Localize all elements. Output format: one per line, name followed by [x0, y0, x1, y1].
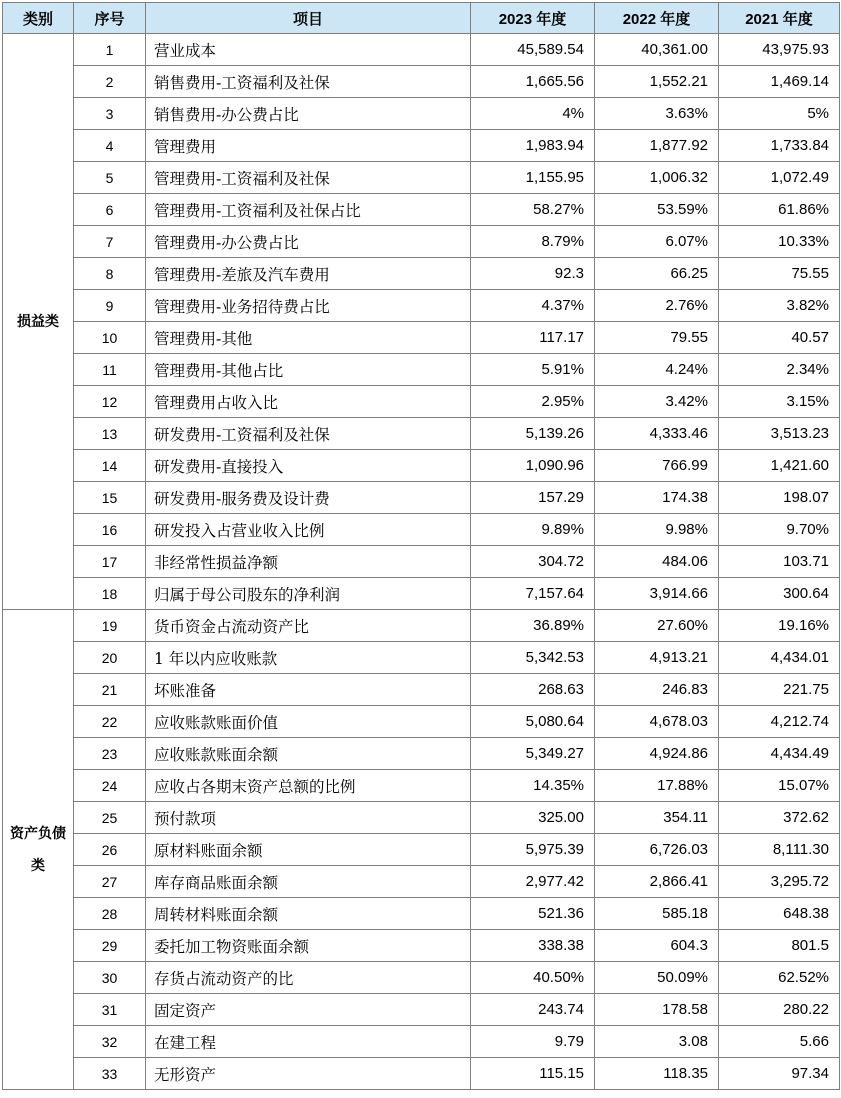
item-cell: 预付款项	[146, 802, 471, 834]
table-row	[3, 994, 840, 1026]
seq-cell: 13	[74, 418, 146, 450]
value-2023-cell: 243.74	[471, 994, 595, 1026]
seq-cell: 8	[74, 258, 146, 290]
seq-cell: 18	[74, 578, 146, 610]
value-2023-cell: 268.63	[471, 674, 595, 706]
table-row	[3, 290, 840, 322]
item-cell: 委托加工物资账面余额	[146, 930, 471, 962]
seq-cell: 28	[74, 898, 146, 930]
table-row	[3, 450, 840, 482]
value-2021-cell: 1,072.49	[719, 162, 840, 194]
item-cell: 在建工程	[146, 1026, 471, 1058]
item-cell: 应收账款账面余额	[146, 738, 471, 770]
table-row	[3, 962, 840, 994]
value-2023-cell: 1,090.96	[471, 450, 595, 482]
value-2021-cell: 2.34%	[719, 354, 840, 386]
item-cell: 归属于母公司股东的净利润	[146, 578, 471, 610]
value-2022-cell: 118.35	[595, 1058, 719, 1090]
value-2022-cell: 2,866.41	[595, 866, 719, 898]
table-row	[3, 130, 840, 162]
table-row	[3, 898, 840, 930]
seq-cell: 10	[74, 322, 146, 354]
value-2021-cell: 8,111.30	[719, 834, 840, 866]
table-row	[3, 770, 840, 802]
table-row	[3, 386, 840, 418]
value-2021-cell: 3,513.23	[719, 418, 840, 450]
item-cell: 营业成本	[146, 34, 471, 66]
value-2023-cell: 9.79	[471, 1026, 595, 1058]
value-2021-cell: 19.16%	[719, 610, 840, 642]
value-2023-cell: 115.15	[471, 1058, 595, 1090]
seq-cell: 3	[74, 98, 146, 130]
value-2023-cell: 14.35%	[471, 770, 595, 802]
seq-cell: 32	[74, 1026, 146, 1058]
item-cell: 原材料账面余额	[146, 834, 471, 866]
item-cell: 存货占流动资产的比	[146, 962, 471, 994]
table-row	[3, 418, 840, 450]
value-2023-cell: 1,983.94	[471, 130, 595, 162]
value-2021-cell: 10.33%	[719, 226, 840, 258]
table-row	[3, 34, 840, 66]
value-2022-cell: 4,678.03	[595, 706, 719, 738]
header-item: 项目	[146, 3, 471, 34]
value-2023-cell: 36.89%	[471, 610, 595, 642]
header-year-2023: 2023 年度	[471, 3, 595, 34]
item-cell: 固定资产	[146, 994, 471, 1026]
item-cell: 销售费用-办公费占比	[146, 98, 471, 130]
value-2023-cell: 2.95%	[471, 386, 595, 418]
table-row	[3, 866, 840, 898]
value-2022-cell: 4,924.86	[595, 738, 719, 770]
item-cell: 管理费用-差旅及汽车费用	[146, 258, 471, 290]
seq-cell: 25	[74, 802, 146, 834]
value-2021-cell: 1,733.84	[719, 130, 840, 162]
value-2023-cell: 5,080.64	[471, 706, 595, 738]
value-2021-cell: 3,295.72	[719, 866, 840, 898]
seq-cell: 22	[74, 706, 146, 738]
value-2022-cell: 354.11	[595, 802, 719, 834]
value-2021-cell: 221.75	[719, 674, 840, 706]
item-cell: 管理费用-其他	[146, 322, 471, 354]
seq-cell: 27	[74, 866, 146, 898]
table-row	[3, 226, 840, 258]
value-2023-cell: 304.72	[471, 546, 595, 578]
value-2023-cell: 5,342.53	[471, 642, 595, 674]
value-2022-cell: 6,726.03	[595, 834, 719, 866]
value-2023-cell: 521.36	[471, 898, 595, 930]
value-2021-cell: 3.82%	[719, 290, 840, 322]
item-cell: 研发投入占营业收入比例	[146, 514, 471, 546]
table-row	[3, 194, 840, 226]
table-row	[3, 834, 840, 866]
value-2021-cell: 1,421.60	[719, 450, 840, 482]
seq-cell: 23	[74, 738, 146, 770]
value-2021-cell: 97.34	[719, 1058, 840, 1090]
table-row	[3, 514, 840, 546]
value-2023-cell: 5,349.27	[471, 738, 595, 770]
value-2022-cell: 1,552.21	[595, 66, 719, 98]
value-2022-cell: 3.42%	[595, 386, 719, 418]
value-2021-cell: 61.86%	[719, 194, 840, 226]
table-header	[3, 3, 840, 34]
value-2022-cell: 3,914.66	[595, 578, 719, 610]
value-2023-cell: 7,157.64	[471, 578, 595, 610]
item-cell: 管理费用	[146, 130, 471, 162]
value-2023-cell: 117.17	[471, 322, 595, 354]
item-cell: 管理费用占收入比	[146, 386, 471, 418]
value-2023-cell: 338.38	[471, 930, 595, 962]
table-row	[3, 1026, 840, 1058]
table-row	[3, 578, 840, 610]
value-2023-cell: 9.89%	[471, 514, 595, 546]
value-2021-cell: 4,212.74	[719, 706, 840, 738]
value-2022-cell: 246.83	[595, 674, 719, 706]
item-cell: 1 年以内应收账款	[146, 642, 471, 674]
value-2022-cell: 1,877.92	[595, 130, 719, 162]
value-2021-cell: 300.64	[719, 578, 840, 610]
seq-cell: 24	[74, 770, 146, 802]
value-2021-cell: 372.62	[719, 802, 840, 834]
seq-cell: 6	[74, 194, 146, 226]
item-cell: 货币资金占流动资产比	[146, 610, 471, 642]
seq-cell: 26	[74, 834, 146, 866]
item-cell: 管理费用-工资福利及社保	[146, 162, 471, 194]
item-cell: 坏账准备	[146, 674, 471, 706]
table-row	[3, 674, 840, 706]
item-cell: 无形资产	[146, 1058, 471, 1090]
item-cell: 研发费用-工资福利及社保	[146, 418, 471, 450]
value-2023-cell: 2,977.42	[471, 866, 595, 898]
value-2022-cell: 174.38	[595, 482, 719, 514]
value-2022-cell: 66.25	[595, 258, 719, 290]
seq-cell: 20	[74, 642, 146, 674]
header-seq: 序号	[74, 3, 146, 34]
table-row	[3, 930, 840, 962]
value-2023-cell: 5.91%	[471, 354, 595, 386]
item-cell: 周转材料账面余额	[146, 898, 471, 930]
seq-cell: 21	[74, 674, 146, 706]
table-row	[3, 610, 840, 642]
value-2023-cell: 1,665.56	[471, 66, 595, 98]
value-2022-cell: 40,361.00	[595, 34, 719, 66]
table-body	[3, 34, 840, 1090]
item-cell: 应收账款账面价值	[146, 706, 471, 738]
seq-cell: 29	[74, 930, 146, 962]
seq-cell: 16	[74, 514, 146, 546]
seq-cell: 17	[74, 546, 146, 578]
seq-cell: 14	[74, 450, 146, 482]
table-row	[3, 802, 840, 834]
value-2021-cell: 40.57	[719, 322, 840, 354]
value-2021-cell: 75.55	[719, 258, 840, 290]
item-cell: 管理费用-业务招待费占比	[146, 290, 471, 322]
seq-cell: 33	[74, 1058, 146, 1090]
seq-cell: 9	[74, 290, 146, 322]
value-2021-cell: 4,434.49	[719, 738, 840, 770]
item-cell: 管理费用-办公费占比	[146, 226, 471, 258]
value-2021-cell: 9.70%	[719, 514, 840, 546]
table-row	[3, 546, 840, 578]
value-2022-cell: 585.18	[595, 898, 719, 930]
value-2022-cell: 4,913.21	[595, 642, 719, 674]
value-2023-cell: 58.27%	[471, 194, 595, 226]
value-2022-cell: 604.3	[595, 930, 719, 962]
table-row	[3, 482, 840, 514]
item-cell: 管理费用-其他占比	[146, 354, 471, 386]
table-row	[3, 322, 840, 354]
table-row	[3, 66, 840, 98]
value-2023-cell: 40.50%	[471, 962, 595, 994]
value-2023-cell: 8.79%	[471, 226, 595, 258]
table-row	[3, 354, 840, 386]
table-row	[3, 258, 840, 290]
value-2022-cell: 17.88%	[595, 770, 719, 802]
value-2021-cell: 15.07%	[719, 770, 840, 802]
value-2023-cell: 4.37%	[471, 290, 595, 322]
value-2022-cell: 79.55	[595, 322, 719, 354]
category-label: 损益类	[17, 313, 59, 330]
value-2021-cell: 3.15%	[719, 386, 840, 418]
item-cell: 库存商品账面余额	[146, 866, 471, 898]
value-2021-cell: 43,975.93	[719, 34, 840, 66]
header-year-2022: 2022 年度	[595, 3, 719, 34]
value-2021-cell: 62.52%	[719, 962, 840, 994]
header-year-2021: 2021 年度	[719, 3, 840, 34]
value-2022-cell: 1,006.32	[595, 162, 719, 194]
value-2023-cell: 5,139.26	[471, 418, 595, 450]
item-cell: 非经常性损益净额	[146, 546, 471, 578]
value-2022-cell: 53.59%	[595, 194, 719, 226]
table-row	[3, 98, 840, 130]
value-2022-cell: 484.06	[595, 546, 719, 578]
category-cell	[3, 34, 74, 610]
header-category: 类别	[3, 3, 74, 34]
value-2023-cell: 1,155.95	[471, 162, 595, 194]
value-2021-cell: 648.38	[719, 898, 840, 930]
financial-indicators-table	[2, 2, 840, 1090]
item-cell: 应收占各期末资产总额的比例	[146, 770, 471, 802]
value-2022-cell: 4.24%	[595, 354, 719, 386]
item-cell: 管理费用-工资福利及社保占比	[146, 194, 471, 226]
value-2023-cell: 4%	[471, 98, 595, 130]
seq-cell: 19	[74, 610, 146, 642]
seq-cell: 11	[74, 354, 146, 386]
value-2021-cell: 4,434.01	[719, 642, 840, 674]
seq-cell: 12	[74, 386, 146, 418]
value-2021-cell: 5%	[719, 98, 840, 130]
item-cell: 研发费用-服务费及设计费	[146, 482, 471, 514]
value-2023-cell: 45,589.54	[471, 34, 595, 66]
item-cell: 销售费用-工资福利及社保	[146, 66, 471, 98]
value-2021-cell: 280.22	[719, 994, 840, 1026]
seq-cell: 2	[74, 66, 146, 98]
value-2021-cell: 801.5	[719, 930, 840, 962]
value-2021-cell: 198.07	[719, 482, 840, 514]
value-2022-cell: 178.58	[595, 994, 719, 1026]
table-row	[3, 642, 840, 674]
value-2021-cell: 103.71	[719, 546, 840, 578]
value-2022-cell: 50.09%	[595, 962, 719, 994]
value-2023-cell: 5,975.39	[471, 834, 595, 866]
value-2022-cell: 6.07%	[595, 226, 719, 258]
header-row	[3, 3, 840, 34]
seq-cell: 31	[74, 994, 146, 1026]
seq-cell: 7	[74, 226, 146, 258]
category-label: 资产负债类	[10, 825, 66, 874]
seq-cell: 4	[74, 130, 146, 162]
value-2022-cell: 2.76%	[595, 290, 719, 322]
seq-cell: 5	[74, 162, 146, 194]
value-2023-cell: 92.3	[471, 258, 595, 290]
value-2023-cell: 157.29	[471, 482, 595, 514]
table-row	[3, 706, 840, 738]
value-2021-cell: 1,469.14	[719, 66, 840, 98]
value-2022-cell: 9.98%	[595, 514, 719, 546]
category-cell	[3, 610, 74, 1090]
value-2023-cell: 325.00	[471, 802, 595, 834]
table-row	[3, 1058, 840, 1090]
value-2022-cell: 27.60%	[595, 610, 719, 642]
value-2022-cell: 4,333.46	[595, 418, 719, 450]
table-row	[3, 738, 840, 770]
seq-cell: 30	[74, 962, 146, 994]
seq-cell: 1	[74, 34, 146, 66]
seq-cell: 15	[74, 482, 146, 514]
item-cell: 研发费用-直接投入	[146, 450, 471, 482]
value-2022-cell: 766.99	[595, 450, 719, 482]
value-2021-cell: 5.66	[719, 1026, 840, 1058]
table-row	[3, 162, 840, 194]
value-2022-cell: 3.08	[595, 1026, 719, 1058]
value-2022-cell: 3.63%	[595, 98, 719, 130]
